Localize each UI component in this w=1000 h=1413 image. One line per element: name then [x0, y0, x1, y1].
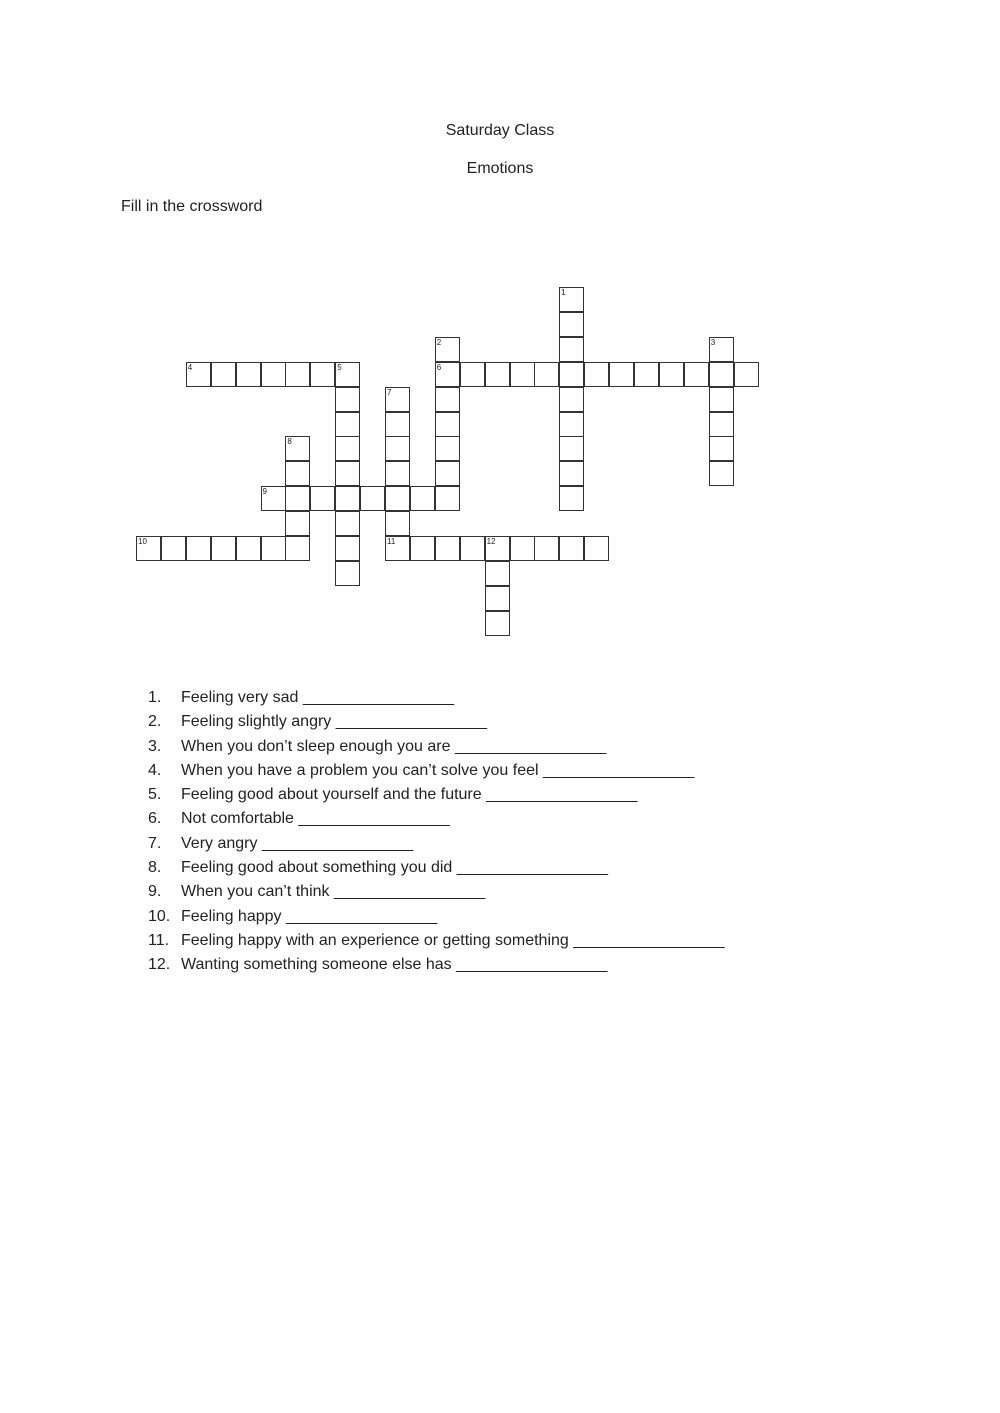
cell-number: 2 [436, 337, 442, 347]
crossword-cell[interactable] [584, 362, 609, 387]
clue-item [148, 832, 725, 856]
crossword-cell[interactable] [335, 387, 360, 412]
crossword-cell[interactable] [534, 536, 559, 561]
crossword-cell[interactable] [385, 461, 410, 486]
crossword-cell[interactable] [186, 362, 211, 387]
clue-item [148, 686, 725, 710]
crossword-cell[interactable] [410, 486, 435, 511]
crossword-cell[interactable] [659, 362, 684, 387]
crossword-cell[interactable] [285, 486, 310, 511]
clue-text: Feeling good about something you did _________________ [181, 859, 609, 877]
crossword-cell[interactable] [435, 436, 460, 461]
crossword-cell[interactable] [186, 536, 211, 561]
clue-number: 1. [148, 689, 162, 706]
cell-number: 12 [486, 537, 496, 546]
crossword-cell[interactable] [734, 362, 759, 387]
crossword-cell[interactable] [261, 536, 286, 561]
clue-number: 12. [148, 956, 171, 974]
crossword-cell[interactable] [559, 312, 584, 337]
crossword-cell[interactable] [709, 337, 734, 362]
clue-text: Wanting something someone else has _________________ [181, 956, 608, 974]
crossword-cell[interactable] [435, 387, 460, 412]
clue-item [148, 953, 725, 977]
crossword-cell[interactable] [435, 536, 460, 561]
cell-number: 1 [561, 288, 566, 297]
crossword-cell[interactable] [211, 536, 236, 561]
crossword-cell[interactable] [261, 486, 286, 511]
crossword-cell[interactable] [385, 511, 410, 536]
crossword-cell[interactable] [435, 412, 460, 437]
crossword-cell[interactable] [584, 536, 609, 561]
cell-number: 10 [138, 537, 147, 546]
crossword-cell[interactable] [261, 362, 286, 387]
cell-number: 7 [387, 387, 392, 397]
crossword-cell[interactable] [285, 511, 310, 536]
cell-number: 9 [262, 487, 267, 497]
crossword-cell[interactable] [335, 412, 360, 437]
crossword-cell[interactable] [211, 362, 236, 387]
crossword-cell[interactable] [709, 412, 734, 437]
clue-number: 9. [148, 883, 162, 901]
crossword-cell[interactable] [559, 412, 584, 437]
clue-text: When you have a problem you can’t solve you feel _________________ [181, 761, 695, 779]
cell-number: 5 [337, 362, 342, 372]
crossword-cell[interactable] [285, 436, 310, 461]
crossword-cell[interactable] [285, 536, 310, 561]
crossword-cell[interactable] [559, 461, 584, 486]
cell-number: 8 [287, 437, 292, 447]
crossword-cell[interactable] [684, 362, 709, 387]
cell-number: 11 [387, 537, 396, 546]
crossword-cell[interactable] [485, 536, 510, 561]
clue-number: 6. [148, 810, 162, 828]
crossword-cell[interactable] [335, 511, 360, 536]
crossword-cell[interactable] [485, 586, 510, 611]
crossword-cell[interactable] [485, 611, 510, 636]
crossword-cell[interactable] [460, 536, 485, 561]
clue-number: 7. [148, 834, 162, 852]
crossword-grid [0, 0, 1000, 700]
crossword-cell[interactable] [161, 536, 186, 561]
crossword-cell[interactable] [559, 486, 584, 511]
clue-text: Feeling good about yourself and the future _________________ [181, 786, 638, 804]
crossword-cell[interactable] [385, 412, 410, 437]
crossword-cell[interactable] [385, 436, 410, 461]
clue-text: When you can’t think _________________ [181, 883, 486, 901]
clue-number: 11. [148, 931, 170, 949]
crossword-cell[interactable] [435, 337, 460, 362]
cell-number: 4 [187, 362, 193, 372]
crossword-cell[interactable] [460, 362, 485, 387]
clue-item [148, 735, 725, 759]
crossword-cell[interactable] [510, 536, 535, 561]
crossword-cell[interactable] [435, 362, 460, 387]
crossword-cell[interactable] [310, 362, 335, 387]
crossword-cell[interactable] [360, 486, 385, 511]
crossword-cell[interactable] [435, 461, 460, 486]
crossword-cell[interactable] [136, 536, 161, 561]
crossword-cell[interactable] [285, 362, 310, 387]
clue-item [148, 856, 725, 880]
clue-text: Feeling happy _________________ [181, 907, 438, 925]
clue-list [148, 686, 725, 978]
clue-text: Not comfortable _________________ [181, 810, 450, 828]
clue-item [148, 807, 725, 831]
crossword-cell[interactable] [335, 561, 360, 586]
crossword-cell[interactable] [385, 387, 410, 412]
clue-text: Feeling slightly angry _________________ [181, 713, 488, 731]
crossword-cell[interactable] [534, 362, 559, 387]
crossword-cell[interactable] [385, 536, 410, 561]
clue-item [148, 759, 725, 783]
crossword-cell[interactable] [236, 536, 261, 561]
clue-text: When you don’t sleep enough you are _________________ [181, 737, 607, 755]
crossword-cell[interactable] [485, 561, 510, 586]
clue-item [148, 710, 725, 734]
crossword-cell[interactable] [609, 362, 634, 387]
clue-text: Feeling very sad _________________ [181, 689, 455, 706]
crossword-cell[interactable] [485, 362, 510, 387]
crossword-cell[interactable] [310, 486, 335, 511]
clue-text: Feeling happy with an experience or getting something _________________ [181, 931, 725, 949]
clue-item [148, 783, 725, 807]
clue-number: 2. [148, 713, 162, 731]
crossword-cell[interactable] [559, 362, 584, 387]
crossword-cell[interactable] [410, 536, 435, 561]
page-title: Saturday Class [445, 122, 555, 139]
crossword-cell[interactable] [236, 362, 261, 387]
clue-number: 5. [148, 786, 162, 804]
crossword-cell[interactable] [285, 461, 310, 486]
crossword-cell[interactable] [559, 337, 584, 362]
crossword-cell[interactable] [559, 436, 584, 461]
crossword-cell[interactable] [709, 387, 734, 412]
crossword-cell[interactable] [709, 362, 734, 387]
crossword-cell[interactable] [335, 436, 360, 461]
crossword-cell[interactable] [559, 536, 584, 561]
crossword-cell[interactable] [559, 287, 584, 312]
crossword-cell[interactable] [335, 461, 360, 486]
crossword-cell[interactable] [709, 436, 734, 461]
cell-number: 6 [436, 362, 442, 372]
crossword-cell[interactable] [335, 362, 360, 387]
clue-item [148, 929, 725, 953]
crossword-cell[interactable] [559, 387, 584, 412]
crossword-cell[interactable] [709, 461, 734, 486]
crossword-cell[interactable] [435, 486, 460, 511]
clue-number: 4. [148, 761, 162, 779]
clue-number: 8. [148, 859, 162, 877]
cell-number: 3 [710, 337, 716, 347]
clue-item [148, 880, 725, 904]
crossword-cell[interactable] [335, 536, 360, 561]
crossword-cell[interactable] [335, 486, 360, 511]
clue-number: 3. [148, 737, 162, 755]
crossword-cell[interactable] [634, 362, 659, 387]
clue-number: 10. [148, 907, 171, 925]
clue-text: Very angry _________________ [181, 834, 414, 852]
crossword-cell[interactable] [385, 486, 410, 511]
page-subtitle: Emotions [466, 160, 534, 177]
clue-item [148, 905, 725, 929]
instructions: Fill in the crossword [121, 198, 263, 215]
crossword-cell[interactable] [510, 362, 535, 387]
